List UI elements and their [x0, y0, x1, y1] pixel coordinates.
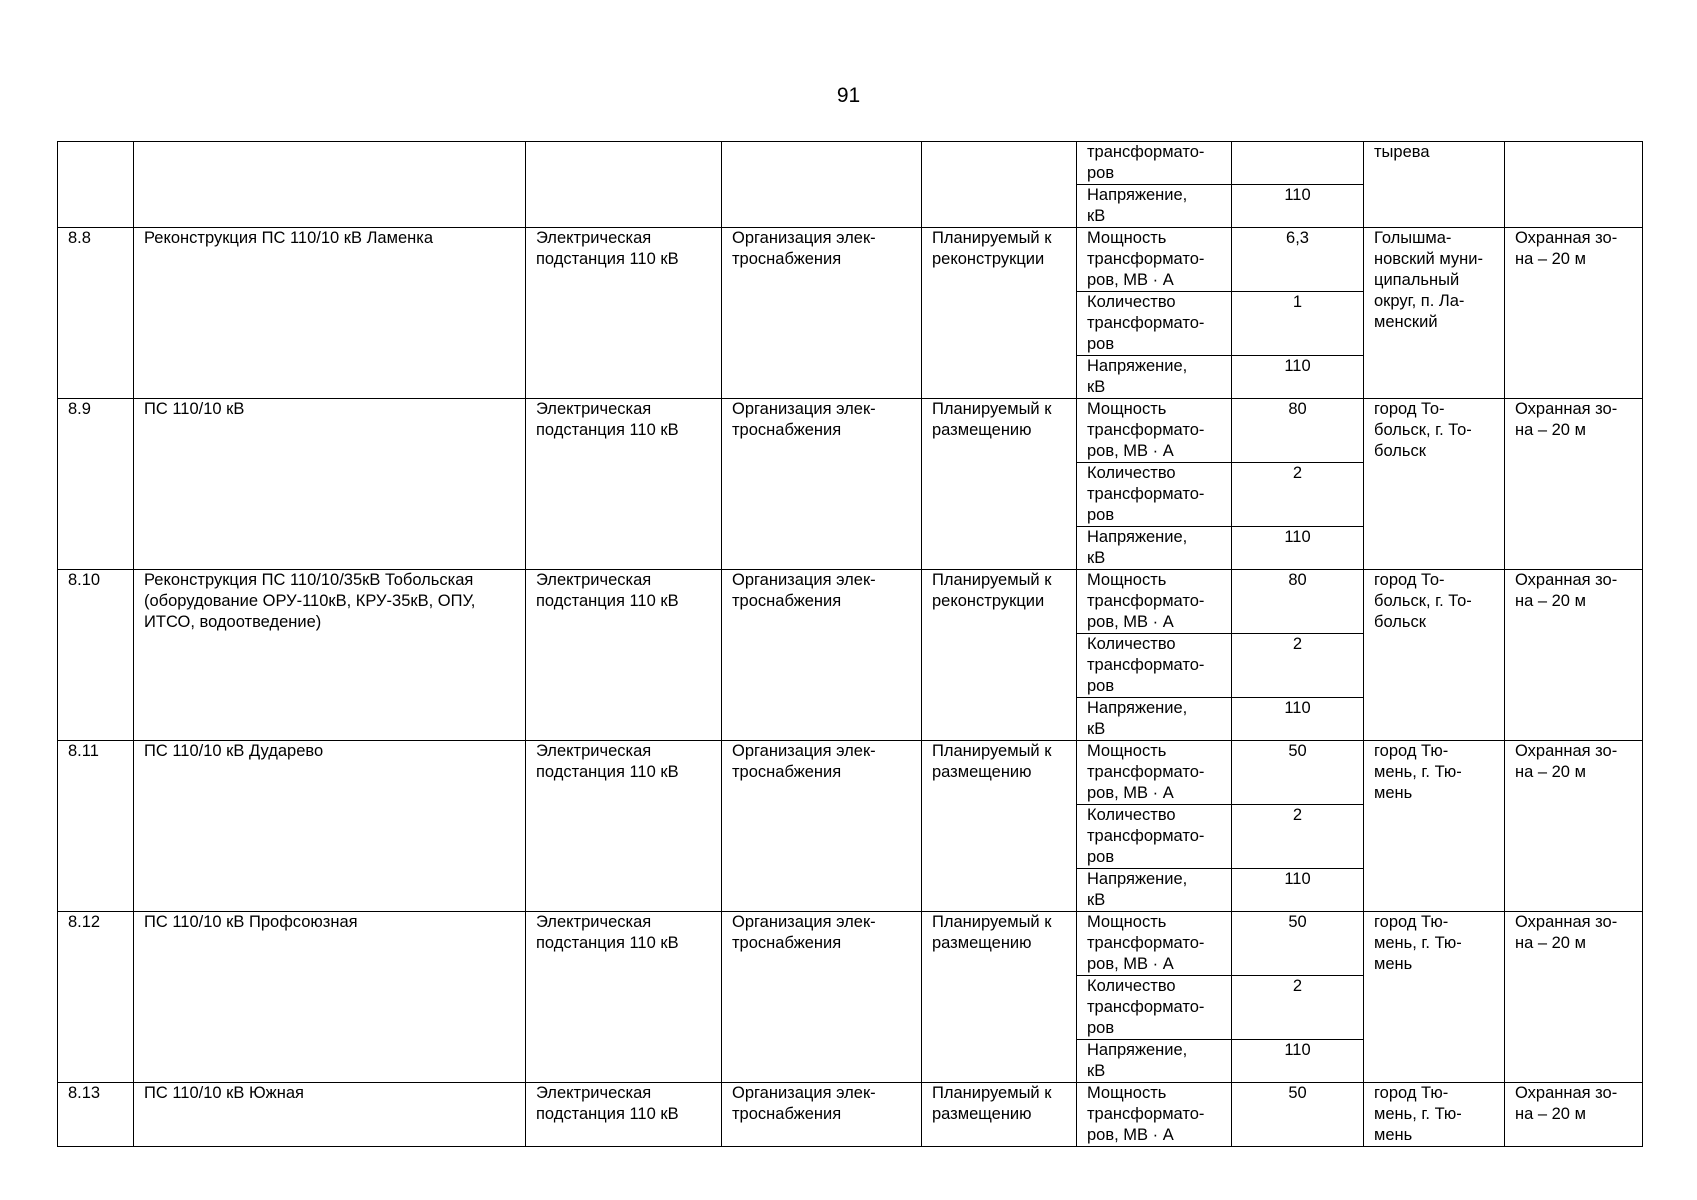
- param-label-cell: Напряжение, кВ: [1077, 698, 1232, 741]
- item-number-cell: 8.8: [58, 228, 134, 399]
- protection-zone-cell: Охранная зо- на – 20 м: [1505, 1083, 1643, 1147]
- location-cell: город Тю- мень, г. Тю- мень: [1364, 1083, 1505, 1147]
- param-label-cell: Напряжение, кВ: [1077, 356, 1232, 399]
- param-value-cell: 6,3: [1232, 228, 1364, 292]
- param-label-cell: трансформато- ров: [1077, 142, 1232, 185]
- status-cell: Планируемый к реконструкции: [922, 570, 1077, 741]
- param-value-cell: 110: [1232, 1040, 1364, 1083]
- protection-zone-cell: Охранная зо- на – 20 м: [1505, 570, 1643, 741]
- param-label-cell: Напряжение, кВ: [1077, 185, 1232, 228]
- item-number-cell: 8.11: [58, 741, 134, 912]
- param-value-cell: 110: [1232, 185, 1364, 228]
- param-label-cell: Количество трансформато- ров: [1077, 634, 1232, 698]
- page-number: 91: [836, 84, 861, 107]
- purpose-cell: Организация элек- троснабжения: [722, 228, 922, 399]
- param-label-cell: Напряжение, кВ: [1077, 1040, 1232, 1083]
- param-value-cell: 2: [1232, 634, 1364, 698]
- item-number-cell: 8.12: [58, 912, 134, 1083]
- facility-name-cell: ПС 110/10 кВ Дударево: [134, 741, 526, 912]
- item-number-cell: 8.9: [58, 399, 134, 570]
- facility-type-cell: Электрическая подстанция 110 кВ: [526, 570, 722, 741]
- param-value-cell: 50: [1232, 912, 1364, 976]
- facility-type-cell: Электрическая подстанция 110 кВ: [526, 741, 722, 912]
- param-value-cell: 80: [1232, 570, 1364, 634]
- param-label-cell: Мощность трансформато- ров, МВ · А: [1077, 228, 1232, 292]
- facility-type-cell: Электрическая подстанция 110 кВ: [526, 912, 722, 1083]
- param-value-cell: 110: [1232, 527, 1364, 570]
- location-cell: город То- больск, г. То- больск: [1364, 570, 1505, 741]
- location-cell: город Тю- мень, г. Тю- мень: [1364, 912, 1505, 1083]
- zone-cell: [1505, 142, 1643, 228]
- location-cell: город То- больск, г. То- больск: [1364, 399, 1505, 570]
- facility-type-cell: Электрическая подстанция 110 кВ: [526, 228, 722, 399]
- facilities-table: [57, 141, 1643, 1147]
- param-label-cell: Количество трансформато- ров: [1077, 976, 1232, 1040]
- param-label-cell: Количество трансформато- ров: [1077, 805, 1232, 869]
- param-label-cell: Напряжение, кВ: [1077, 527, 1232, 570]
- facility-name-cell: ПС 110/10 кВ Профсоюзная: [134, 912, 526, 1083]
- status-cell: Планируемый к реконструкции: [922, 228, 1077, 399]
- table-body: [58, 142, 1643, 1147]
- protection-zone-cell: Охранная зо- на – 20 м: [1505, 741, 1643, 912]
- status-cell: Планируемый к размещению: [922, 741, 1077, 912]
- param-label-cell: Мощность трансформато- ров, МВ · А: [1077, 1083, 1232, 1147]
- num-cell: [58, 142, 134, 228]
- param-value-cell: 2: [1232, 976, 1364, 1040]
- facility-name-cell: Реконструкция ПС 110/10 кВ Ламенка: [134, 228, 526, 399]
- type-cell: [526, 142, 722, 228]
- param-value-cell: 110: [1232, 356, 1364, 399]
- param-label-cell: Количество трансформато- ров: [1077, 463, 1232, 527]
- purpose-cell: Организация элек- троснабжения: [722, 570, 922, 741]
- table-row: [58, 399, 1643, 463]
- table-row: [58, 228, 1643, 292]
- protection-zone-cell: Охранная зо- на – 20 м: [1505, 228, 1643, 399]
- param-label-cell: Мощность трансформато- ров, МВ · А: [1077, 912, 1232, 976]
- param-value-cell: 2: [1232, 463, 1364, 527]
- param-value-cell: 1: [1232, 292, 1364, 356]
- table-row: [58, 741, 1643, 805]
- location-cell: город Тю- мень, г. Тю- мень: [1364, 741, 1505, 912]
- param-value-cell: 50: [1232, 1083, 1364, 1147]
- facility-name-cell: Реконструкция ПС 110/10/35кВ Тобольская (оборудование ОРУ-110кВ, КРУ-35кВ, ОПУ, ИТСО, водоотведение): [134, 570, 526, 741]
- param-value-cell: 110: [1232, 869, 1364, 912]
- purpose-cell: Организация элек- троснабжения: [722, 399, 922, 570]
- param-value-cell: 50: [1232, 741, 1364, 805]
- purpose-cell: Организация элек- троснабжения: [722, 912, 922, 1083]
- facility-name-cell: ПС 110/10 кВ: [134, 399, 526, 570]
- param-label-cell: Мощность трансформато- ров, МВ · А: [1077, 741, 1232, 805]
- facility-type-cell: Электрическая подстанция 110 кВ: [526, 1083, 722, 1147]
- table-row: [58, 142, 1643, 185]
- table-row: [58, 570, 1643, 634]
- param-label-cell: Количество трансформато- ров: [1077, 292, 1232, 356]
- status-cell: Планируемый к размещению: [922, 399, 1077, 570]
- item-number-cell: 8.10: [58, 570, 134, 741]
- status-cell: Планируемый к размещению: [922, 1083, 1077, 1147]
- param-label-cell: Мощность трансформато- ров, МВ · А: [1077, 570, 1232, 634]
- facility-name-cell: ПС 110/10 кВ Южная: [134, 1083, 526, 1147]
- protection-zone-cell: Охранная зо- на – 20 м: [1505, 399, 1643, 570]
- purpose-cell: Организация элек- троснабжения: [722, 741, 922, 912]
- purpose-cell: [722, 142, 922, 228]
- status-cell: [922, 142, 1077, 228]
- purpose-cell: Организация элек- троснабжения: [722, 1083, 922, 1147]
- status-cell: Планируемый к размещению: [922, 912, 1077, 1083]
- protection-zone-cell: Охранная зо- на – 20 м: [1505, 912, 1643, 1083]
- table-row: [58, 1083, 1643, 1147]
- name-cell: [134, 142, 526, 228]
- param-value-cell: 80: [1232, 399, 1364, 463]
- location-cell: тырева: [1364, 142, 1505, 228]
- item-number-cell: 8.13: [58, 1083, 134, 1147]
- facility-type-cell: Электрическая подстанция 110 кВ: [526, 399, 722, 570]
- param-label-cell: Напряжение, кВ: [1077, 869, 1232, 912]
- param-label-cell: Мощность трансформато- ров, МВ · А: [1077, 399, 1232, 463]
- param-value-cell: 110: [1232, 698, 1364, 741]
- location-cell: Голышма- новский муни- ципальный округ, п. Ла- менский: [1364, 228, 1505, 399]
- param-value-cell: [1232, 142, 1364, 185]
- table-row: [58, 912, 1643, 976]
- param-value-cell: 2: [1232, 805, 1364, 869]
